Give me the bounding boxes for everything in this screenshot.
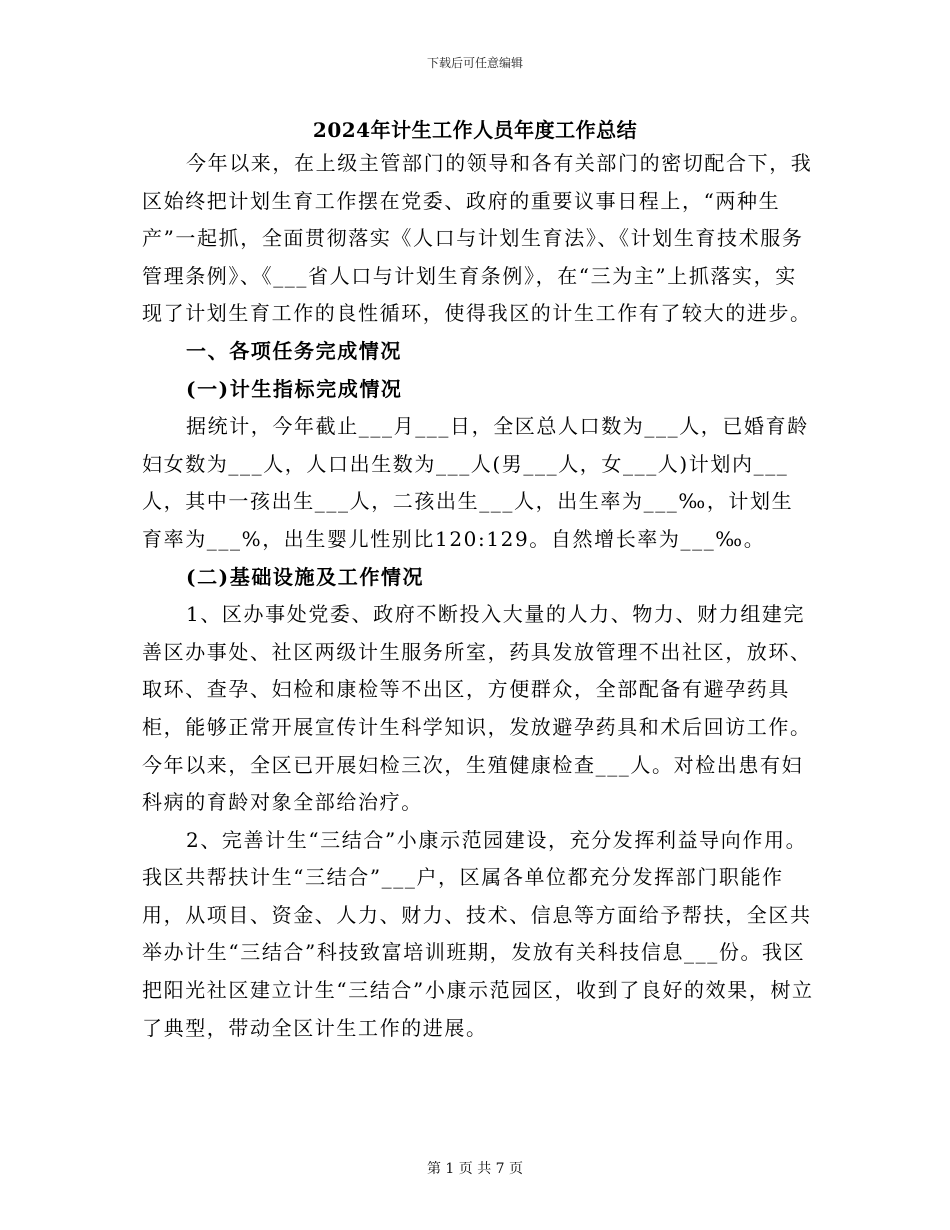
- subsection-heading-1: (一)计生指标完成情况: [186, 376, 403, 401]
- page-number: 第 1 页 共 7 页: [426, 1161, 524, 1177]
- subsection-heading-2: (二)基础设施及工作情况: [186, 564, 425, 589]
- section-heading-1: 一、各项任务完成情况: [186, 338, 402, 363]
- intro-paragraph: 今年以来，在上级主管部门的领导和各有关部门的密切配合下，我区始终把计划生育工作摆在党委、政府的重要议事日程上，“两种生产”一起抓，全面贯彻落实《人口与计划生育法》、《计划生育技术服务管理条例》、《___省人口与计划生育条例》，在“三为主”上抓落实，实现了计划生育工作的良性循环，使得我区的计生工作有了较大的进步。: [142, 151, 813, 326]
- document-body: [142, 145, 814, 1047]
- download-note: 下载后可任意编辑: [426, 56, 523, 70]
- item-1-paragraph: 1、区办事处党委、政府不断投入大量的人力、物力、财力组建完善区办事处、社区两级计生服务所室，药具发放管理不出社区，放环、取环、查孕、妇检和康检等不出区，方便群众，全部配备有避孕药具柜，能够正常开展宣传计生科学知识，发放避孕药具和术后回访工作。今年以来，全区已开展妇检三次，生殖健康检查___人。对检出患有妇科病的育龄对象全部给治疗。: [142, 602, 812, 815]
- item-2-paragraph: 2、完善计生“三结合”小康示范园建设，充分发挥利益导向作用。我区共帮扶计生“三结合”___户，区属各单位都充分发挥部门职能作用，从项目、资金、人力、财力、技术、信息等方面给予帮扶，全区共举办计生“三结合”科技致富培训班期，发放有关科技信息___份。我区把阳光社区建立计生“三结合”小康示范园区，收到了良好的效果，树立了典型，带动全区计生工作的进展。: [142, 827, 814, 1040]
- document-title: 2024年计生工作人员年度工作总结: [312, 118, 638, 142]
- statistics-paragraph: 据统计，今年截止___月___日，全区总人口数为___人，已婚育龄妇女数为___人，人口出生数为___人(男___人，女___人)计划内___人，其中一孩出生___人，二孩出生___人，出生率为___‰，计划生育率为___%，出生婴儿性别比120:129。自然增长率为___‰。: [142, 414, 809, 551]
